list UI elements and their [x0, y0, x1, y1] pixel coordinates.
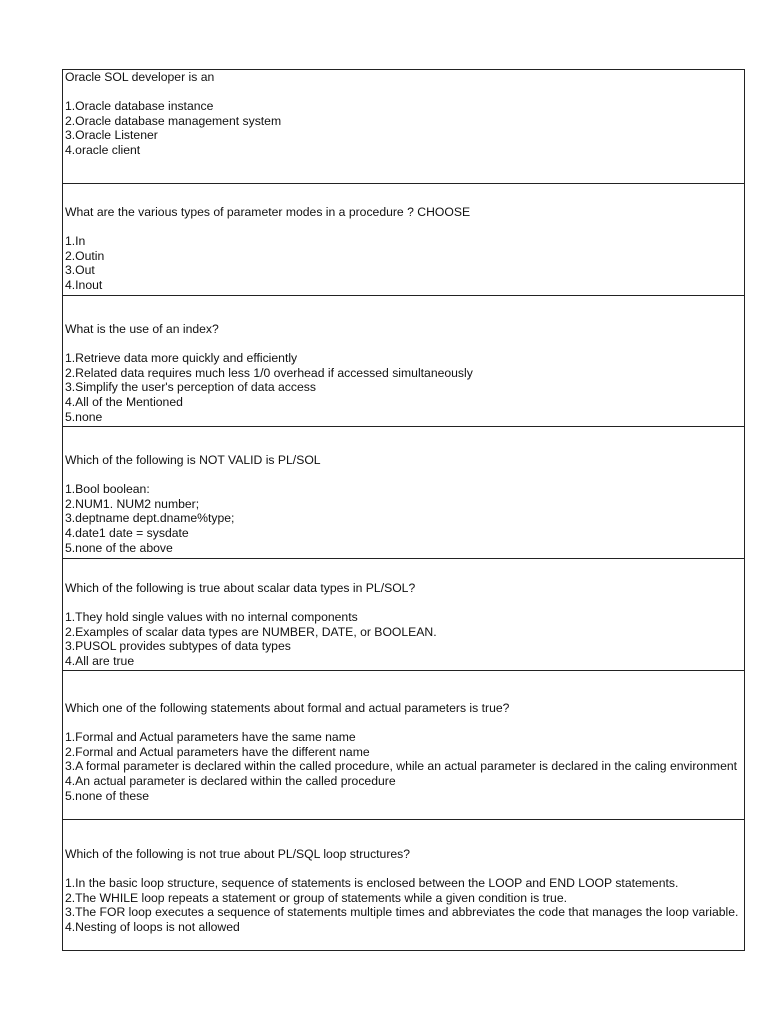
option: 2.Examples of scalar data types are NUMBER, DATE, or BOOLEAN. [65, 624, 437, 639]
option: 4.An actual parameter is declared within the called procedure [65, 773, 396, 788]
option: 1.Bool boolean: [65, 482, 150, 497]
option: 5.none [65, 409, 103, 424]
option: 3.deptname dept.dname%type; [65, 511, 235, 526]
option: 4.All are true [65, 653, 135, 668]
option: 4.oracle client [65, 142, 141, 157]
question-text: Which of the following is true about scalar data types in PL/SOL? [65, 581, 416, 595]
question-text: What is the use of an index? [65, 322, 219, 336]
question-cell [63, 671, 744, 820]
option: 5.none of these [65, 788, 150, 803]
option: 1.They hold single values with no internal components [65, 610, 358, 625]
option: 2.Related data requires much less 1/0 overhead if accessed simultaneously [65, 365, 473, 380]
question-cell [63, 296, 744, 427]
option: 1.Retrieve data more quickly and efficiently [65, 351, 298, 366]
option: 4.Nesting of loops is not allowed [65, 919, 240, 934]
option: 2.Formal and Actual parameters have the different name [65, 744, 370, 759]
option: 4.Inout [65, 277, 103, 292]
option: 4.date1 date = sysdate [65, 525, 189, 540]
option: 3.A formal parameter is declared within the called procedure, while an actual parameter is declared in the caling environment [65, 759, 738, 774]
option: 1.Oracle database instance [65, 99, 214, 114]
question-text: Which of the following is not true about PL/SQL loop structures? [65, 847, 411, 861]
option: 1.In the basic loop structure, sequence of statements is enclosed between the LOOP and END LOOP statements. [65, 876, 679, 891]
question-cell [63, 427, 744, 559]
option: 1.In [65, 234, 86, 249]
option: 2.Outin [65, 248, 105, 263]
option: 2.NUM1. NUM2 number; [65, 496, 200, 511]
option: 2.Oracle database management system [65, 113, 282, 128]
question-cell [63, 559, 744, 671]
option: 1.Formal and Actual parameters have the same name [65, 730, 356, 745]
option: 4.All of the Mentioned [65, 394, 183, 409]
question-text: Which one of the following statements about formal and actual parameters is true? [65, 701, 510, 715]
question-cell [63, 820, 744, 951]
option: 3.PUSOL provides subtypes of data types [65, 639, 291, 654]
question-cell [63, 184, 744, 296]
question-table [62, 69, 745, 951]
question-text: Oracle SOL developer is an [65, 70, 215, 84]
option: 3.Simplify the user's perception of data access [65, 380, 316, 395]
question-cell [63, 70, 744, 184]
question-text: Which of the following is NOT VALID is PL/SOL [65, 453, 321, 467]
option: 2.The WHILE loop repeats a statement or group of statements while a given condition is true. [65, 890, 567, 905]
question-text: What are the various types of parameter modes in a procedure ? CHOOSE [65, 205, 471, 219]
option: 5.none of the above [65, 540, 173, 555]
option: 3.The FOR loop executes a sequence of statements multiple times and abbreviates the code that manages the loop variable. [65, 905, 739, 920]
option: 3.Oracle Listener [65, 128, 158, 143]
option: 3.Out [65, 263, 95, 278]
